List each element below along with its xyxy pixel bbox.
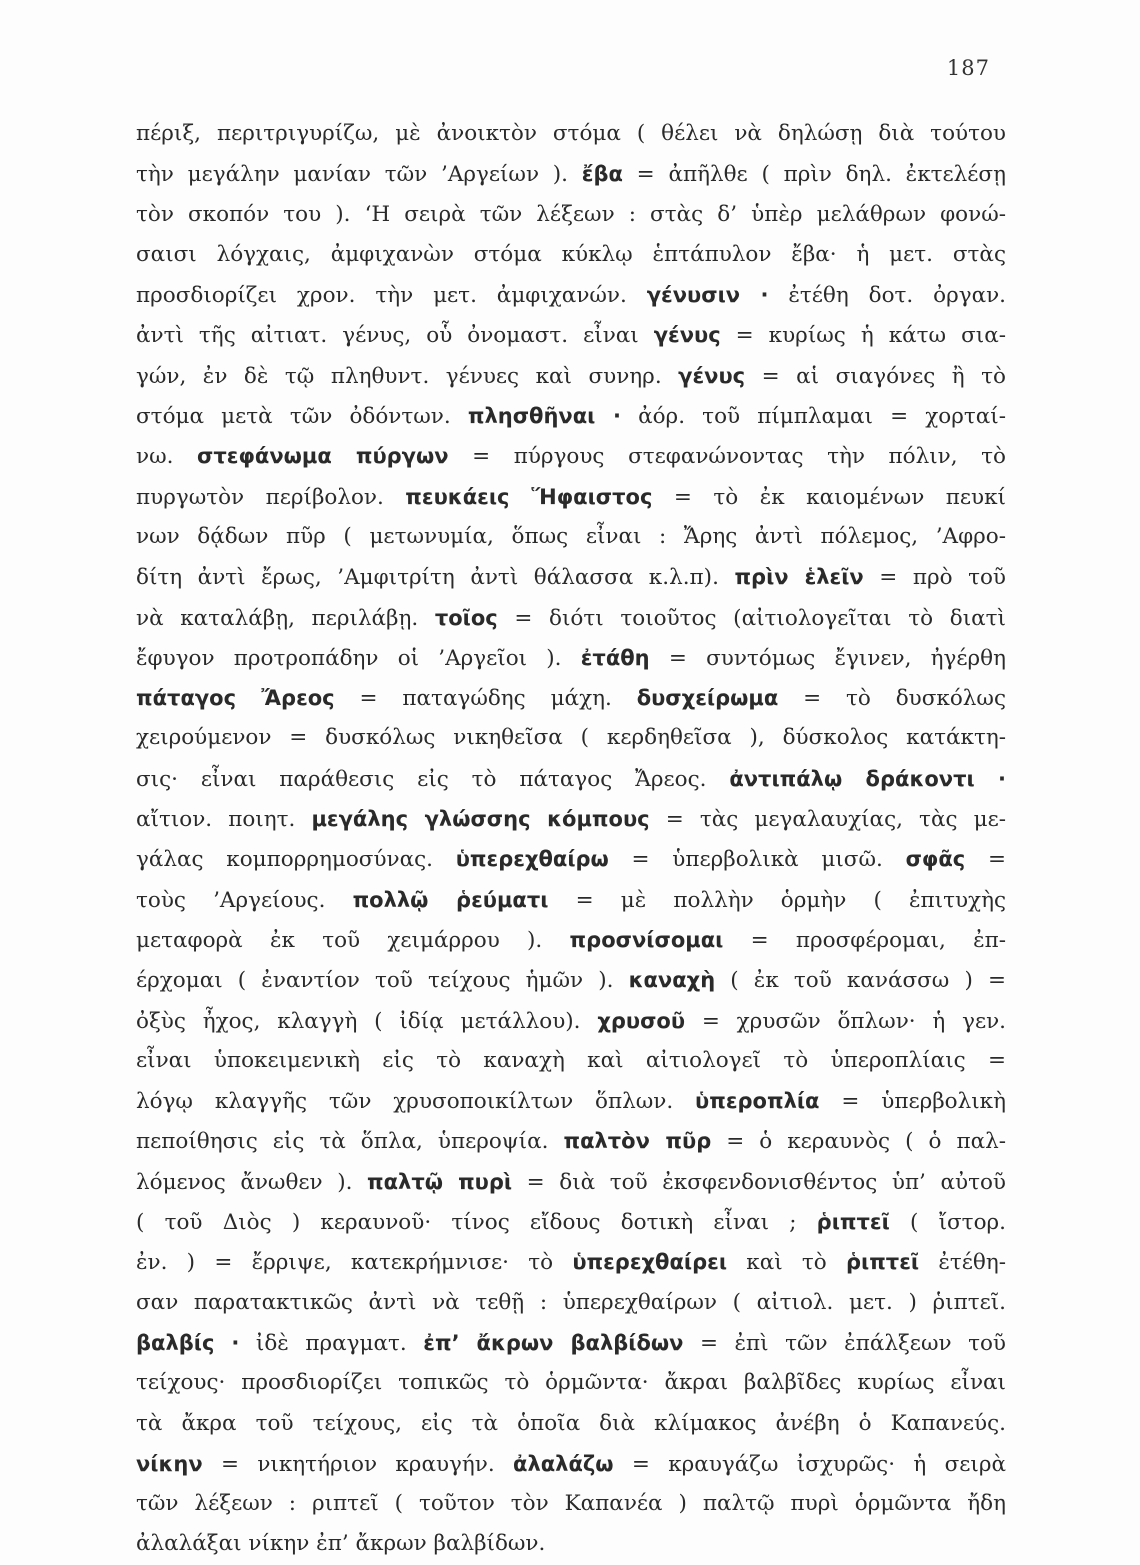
gloss-text: = αἱ σιαγόνες ἢ τὸ bbox=[745, 363, 1006, 389]
gloss-text: σαισι λόγχαις, ἀμφιχανὼν στόμα κύκλῳ ἑπτάπυλον ἔβα· ἡ μετ. στὰς bbox=[136, 241, 1006, 267]
gloss-text: χειρούμενον = δυσκόλως νικηθεῖσα ( κερδηθεῖσα ), δύσκολος κατάκτη- bbox=[136, 725, 1006, 751]
gloss-text: τὴν μεγάλην μανίαν τῶν ’Αργείων ). bbox=[136, 162, 582, 188]
gloss-text: λόγῳ κλαγγῆς τῶν χρυσοποικίλτων ὅπλων. bbox=[136, 1089, 696, 1115]
text-line bbox=[136, 1404, 1006, 1444]
text-line bbox=[136, 1162, 1006, 1202]
text-line bbox=[136, 195, 1006, 235]
text-line bbox=[136, 839, 1006, 879]
lemma-term: δυσχείρωμα bbox=[636, 686, 779, 711]
text-line bbox=[136, 1202, 1006, 1242]
text-line bbox=[136, 799, 1006, 839]
text-line bbox=[136, 920, 1006, 960]
lemma-term: γένυς bbox=[653, 323, 721, 348]
gloss-text: λόμενος ἄνωθεν ). bbox=[136, 1169, 368, 1195]
lemma-term: ὑπερεχθαίρω bbox=[455, 847, 609, 872]
text-line bbox=[136, 1444, 1006, 1484]
lemma-term: πάταγος Ἄρεος bbox=[136, 686, 335, 711]
text-line bbox=[136, 396, 1006, 436]
gloss-text: = τὸ ἐκ καιομένων πευκί bbox=[652, 484, 1006, 510]
gloss-text: = bbox=[965, 847, 1006, 873]
gloss-text: ( ἴστορ. bbox=[889, 1210, 1006, 1236]
text-line bbox=[136, 638, 1006, 678]
lemma-term: ὑπερεχθαίρει bbox=[572, 1250, 728, 1275]
gloss-text: ( τοῦ Διὸς ) κεραυνοῦ· τίνος εἴδους δοτικὴ εἶναι ; bbox=[136, 1210, 817, 1236]
text-line bbox=[136, 1524, 1006, 1564]
text-line bbox=[136, 557, 1006, 597]
gloss-text: δίτη ἀντὶ ἔρως, ’Αμφιτρίτη ἀντὶ θάλασσα κ.λ.π). bbox=[136, 565, 735, 591]
gloss-text: νων δᾴδων πῦρ ( μετωνυμία, ὅπως εἶναι : Ἄρης ἀντὶ πόλεμος, ’Αφρο- bbox=[136, 523, 1006, 549]
gloss-text: μεταφορὰ ἐκ τοῦ χειμάρρου ). bbox=[136, 927, 570, 953]
gloss-text: = νικητήριον κραυγήν. bbox=[202, 1451, 514, 1477]
gloss-text: ἐτέθη δοτ. ὀργαν. bbox=[768, 283, 1006, 309]
gloss-text: = χρυσῶν ὅπλων· ἡ γεν. bbox=[685, 1008, 1006, 1034]
gloss-text: τείχους· προσδιορίζει τοπικῶς τὸ ὁρμῶντα· ἄκραι βαλβῖδες κυρίως εἶναι bbox=[136, 1370, 1006, 1396]
lemma-term: τοῖος bbox=[434, 605, 498, 630]
gloss-text: ἰδὲ πραγματ. bbox=[239, 1330, 424, 1356]
gloss-text: τοὺς ’Αργείους. bbox=[136, 887, 353, 913]
text-line bbox=[136, 718, 1006, 758]
lemma-term: πρὶν ἑλεῖν bbox=[734, 565, 864, 590]
text-line bbox=[136, 759, 1006, 799]
gloss-text: = πύργους στεφανώνοντας τὴν πόλιν, τὸ bbox=[448, 444, 1006, 470]
gloss-text: ἐν. ) = ἔρριψε, κατεκρήμνισε· τὸ bbox=[136, 1250, 573, 1276]
gloss-text: ἔφυγον προτροπάδην οἱ ’Αργεῖοι ). bbox=[136, 645, 581, 671]
lemma-term: στεφάνωμα πύργων bbox=[197, 444, 449, 469]
lemma-term: βαλβίς · bbox=[136, 1330, 240, 1355]
lemma-term: ἀντιπάλῳ δράκοντι · bbox=[729, 766, 1006, 791]
lemma-term: παλτῷ πυρὶ bbox=[367, 1169, 513, 1194]
lemma-term: καναχὴ bbox=[628, 968, 716, 993]
lemma-term: ἐπ’ ἄκρων βαλβίδων bbox=[423, 1330, 684, 1355]
gloss-text: έρχομαι ( ἐναντίον τοῦ τείχους ἡμῶν ). bbox=[136, 968, 629, 994]
gloss-text: νὰ καταλάβῃ, περιλάβῃ. bbox=[136, 605, 435, 631]
text-line bbox=[136, 436, 1006, 476]
text-line bbox=[136, 1363, 1006, 1403]
text-line bbox=[136, 477, 1006, 517]
lemma-term: ἔβα bbox=[581, 162, 623, 187]
text-line bbox=[136, 1323, 1006, 1363]
gloss-text: σαν παρατακτικῶς ἀντὶ νὰ τεθῇ : ὑπερεχθαίρων ( αἰτιολ. μετ. ) ῥιπτεῖ. bbox=[136, 1289, 1006, 1315]
gloss-text: ( ἐκ τοῦ κανάσσω ) = bbox=[715, 968, 1006, 994]
lemma-term: προσνίσομαι bbox=[569, 927, 724, 952]
page-number: 187 bbox=[946, 56, 990, 80]
lemma-term: γένυσιν · bbox=[646, 283, 769, 308]
gloss-text: στόμα μετὰ τῶν ὀδόντων. bbox=[136, 404, 468, 430]
gloss-text: = προσφέρομαι, ἐπ- bbox=[723, 927, 1006, 953]
gloss-text: τὸν σκοπόν του ). ‘Η σειρὰ τῶν λέξεων : στὰς δ’ ὑπὲρ μελάθρων φονώ- bbox=[136, 201, 1006, 227]
text-line bbox=[136, 1041, 1006, 1081]
text-line bbox=[136, 1484, 1006, 1524]
gloss-text: νω. bbox=[136, 444, 198, 470]
gloss-text: = συντόμως ἔγινεν, ἠγέρθη bbox=[649, 645, 1006, 671]
gloss-text: = διὰ τοῦ ἐκσφενδονισθέντος ὑπ’ αὐτοῦ bbox=[512, 1169, 1006, 1195]
lemma-term: πευκάεις Ἥφαιστος bbox=[405, 484, 653, 509]
gloss-text: = ὑπερβολικὴ bbox=[819, 1089, 1006, 1115]
gloss-text: αἴτιον. ποιητ. bbox=[136, 807, 312, 833]
text-line bbox=[136, 315, 1006, 355]
lemma-term: σφᾶς bbox=[905, 847, 966, 872]
gloss-text: = κραυγάζω ἰσχυρῶς· ἡ σειρὰ bbox=[613, 1451, 1006, 1477]
lemma-term: πλησθῆναι · bbox=[467, 404, 621, 429]
lemma-term: ῥιπτεῖ bbox=[816, 1210, 890, 1235]
gloss-text: γών, ἐν δὲ τῷ πληθυντ. γένυες καὶ συνηρ. bbox=[136, 363, 679, 389]
lemma-term: ἐτάθη bbox=[580, 645, 650, 670]
text-line bbox=[136, 960, 1006, 1000]
text-line bbox=[136, 356, 1006, 396]
text-line bbox=[136, 880, 1006, 920]
text-line bbox=[136, 598, 1006, 638]
gloss-text: = ὑπερβολικὰ μισῶ. bbox=[608, 847, 906, 873]
text-line bbox=[136, 1001, 1006, 1041]
text-line bbox=[136, 1242, 1006, 1282]
gloss-text: πέριξ, περιτριγυρίζω, μὲ ἀνοικτὸν στόμα ( θέλει νὰ δηλώσῃ διὰ τούτου bbox=[136, 121, 1006, 146]
gloss-text: = τὰς μεγαλαυχίας, τὰς με- bbox=[649, 807, 1006, 833]
gloss-text: εἶναι ὑποκειμενικὴ εἰς τὸ καναχὴ καὶ αἰτιολογεῖ τὸ ὑπεροπλίαις = bbox=[136, 1047, 1006, 1073]
gloss-text: τῶν λέξεων : ριπτεῖ ( τοῦτον τὸν Καπανέα ) παλτῷ πυρὶ ὁρμῶντα ἤδη bbox=[136, 1491, 1006, 1517]
gloss-text: = κυρίως ἡ κάτω σια- bbox=[720, 323, 1006, 349]
gloss-text: ἀόρ. τοῦ πίμπλαμαι = χορταί- bbox=[620, 404, 1006, 430]
gloss-text: ἀλαλάξαι νίκην ἐπ’ ἄκρων βαλβίδων. bbox=[136, 1531, 546, 1557]
gloss-text: = ἀπῆλθε ( πρὶν δηλ. ἐκτελέσῃ bbox=[622, 162, 1006, 188]
gloss-text: ἀντὶ τῆς αἰτιατ. γένυς, οὗ ὀνομαστ. εἶναι bbox=[136, 323, 654, 349]
text-line bbox=[136, 235, 1006, 275]
text-line bbox=[136, 1121, 1006, 1161]
lemma-term: παλτὸν πῦρ bbox=[563, 1129, 712, 1154]
lemma-term: μεγάλης γλώσσης κόμπους bbox=[311, 807, 650, 832]
gloss-text: ἐτέθη- bbox=[919, 1250, 1006, 1276]
gloss-text: = μὲ πολλὴν ὁρμὴν ( ἐπιτυχὴς bbox=[548, 887, 1006, 913]
gloss-text: πεποίθησις εἰς τὰ ὅπλα, ὑπεροψία. bbox=[136, 1129, 564, 1155]
gloss-text: = διότι τοιοῦτος (αἰτιολογεῖται τὸ διατὶ bbox=[497, 605, 1006, 631]
text-line bbox=[136, 678, 1006, 718]
text-line bbox=[136, 1081, 1006, 1121]
lemma-term: πολλῷ ῥεύματι bbox=[352, 887, 549, 912]
gloss-text: σις· εἶναι παράθεσις εἰς τὸ πάταγος Ἄρεος. bbox=[136, 766, 730, 792]
gloss-text: καὶ τὸ bbox=[727, 1250, 846, 1276]
gloss-text: τὰ ἄκρα τοῦ τείχους, εἰς τὰ ὁποῖα διὰ κλίμακος ἀνέβη ὁ Καπανεύς. bbox=[136, 1410, 1006, 1436]
text-line bbox=[136, 517, 1006, 557]
text-line bbox=[136, 114, 1006, 154]
commentary-text bbox=[136, 114, 1006, 1565]
gloss-text: = πρὸ τοῦ bbox=[863, 565, 1006, 591]
gloss-text: = παταγώδης μάχη. bbox=[334, 686, 637, 712]
lemma-term: ὑπεροπλία bbox=[695, 1089, 820, 1114]
gloss-text: = ἐπὶ τῶν ἐπάλξεων τοῦ bbox=[683, 1330, 1006, 1356]
gloss-text: = ὁ κεραυνὸς ( ὁ παλ- bbox=[711, 1129, 1006, 1155]
lemma-term: ἀλαλάζω bbox=[513, 1451, 614, 1476]
gloss-text: ὀξὺς ἦχος, κλαγγὴ ( ἰδίᾳ μετάλλου). bbox=[136, 1008, 598, 1034]
lemma-term: χρυσοῦ bbox=[597, 1008, 686, 1033]
text-line bbox=[136, 275, 1006, 315]
gloss-text: = τὸ δυσκόλως bbox=[778, 686, 1006, 712]
lemma-term: ῥιπτεῖ bbox=[845, 1250, 920, 1275]
gloss-text: προσδιορίζει χρον. τὴν μετ. ἀμφιχανών. bbox=[136, 283, 647, 309]
lemma-term: νίκην bbox=[136, 1451, 203, 1476]
gloss-text: πυργωτὸν περίβολον. bbox=[136, 484, 406, 510]
lemma-term: γένυς bbox=[678, 363, 746, 388]
text-line bbox=[136, 1283, 1006, 1323]
text-line bbox=[136, 154, 1006, 194]
gloss-text: γάλας κομπορρημοσύνας. bbox=[136, 847, 456, 873]
